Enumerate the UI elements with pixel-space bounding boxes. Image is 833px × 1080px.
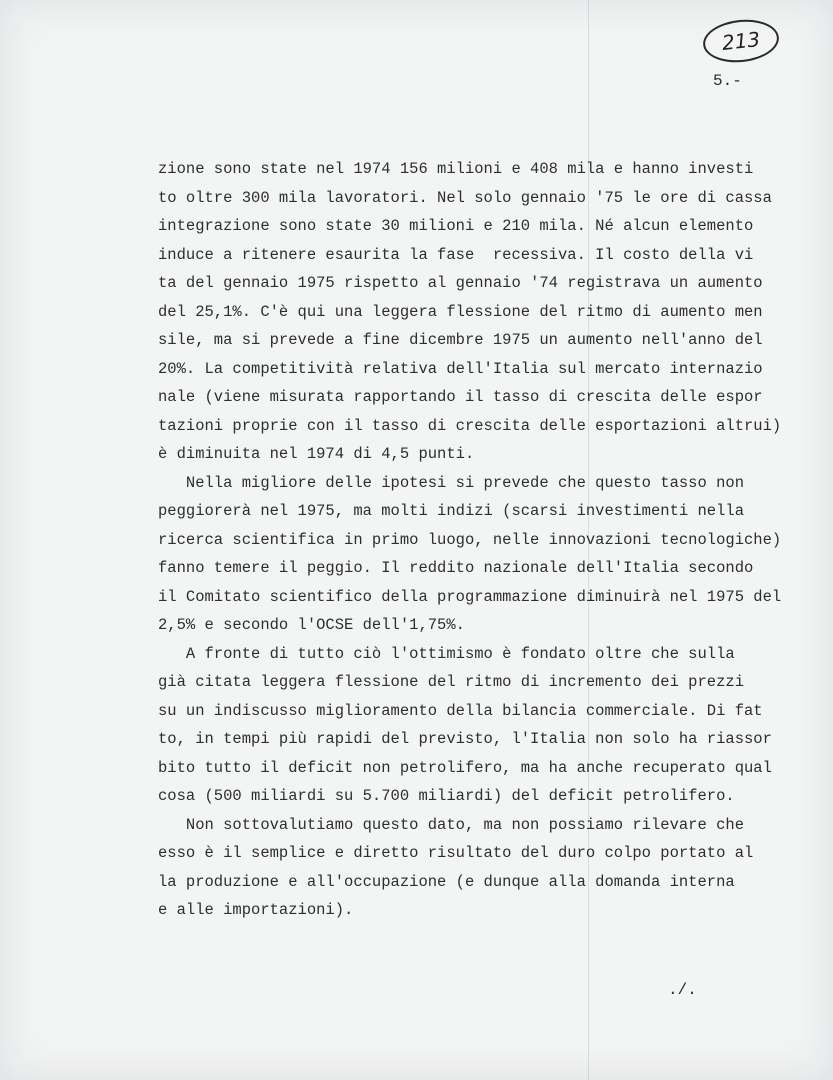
page-number: 5.- bbox=[713, 72, 742, 90]
text-line: esso è il semplice e diretto risultato del duro colpo portato al bbox=[158, 844, 754, 862]
text-line: zione sono state nel 1974 156 milioni e 408 mila e hanno investi bbox=[158, 160, 754, 178]
text-line: ta del gennaio 1975 rispetto al gennaio '74 registrava un aumento bbox=[158, 274, 763, 292]
text-line: Nella migliore delle ipotesi si prevede che questo tasso non bbox=[158, 473, 744, 492]
archive-stamp bbox=[701, 16, 781, 66]
text-line: e alle importazioni). bbox=[158, 901, 354, 919]
text-line: cosa (500 miliardi su 5.700 miliardi) del deficit petrolifero. bbox=[158, 787, 735, 805]
text-line: la produzione e all'occupazione (e dunque alla domanda interna bbox=[158, 872, 735, 891]
text-line: già citata leggera flessione del ritmo di incremento dei prezzi bbox=[158, 673, 744, 691]
text-line: nale (viene misurata rapportando il tasso di crescita delle espor bbox=[158, 388, 763, 406]
text-line: fanno temere il peggio. Il reddito nazionale dell'Italia secondo bbox=[158, 559, 754, 577]
text-line: Non sottovalutiamo questo dato, ma non possiamo rilevare che bbox=[158, 815, 744, 834]
text-line: integrazione sono state 30 milioni e 210 mila. Né alcun elemento bbox=[158, 217, 754, 235]
text-line: del 25,1%. C'è qui una leggera flessione del ritmo di aumento men bbox=[158, 302, 763, 321]
text-line: sile, ma si prevede a fine dicembre 1975 un aumento nell'anno del bbox=[158, 331, 763, 349]
text-line: 2,5% e secondo l'OCSE dell'1,75%. bbox=[158, 616, 465, 634]
continuation-mark: ./. bbox=[668, 981, 697, 999]
text-line: è diminuita nel 1974 di 4,5 punti. bbox=[158, 445, 475, 463]
text-line: ricerca scientifica in primo luogo, nelle innovazioni tecnologiche) bbox=[158, 530, 782, 549]
text-line: il Comitato scientifico della programmazione diminuirà nel 1975 del bbox=[158, 587, 782, 606]
archive-stamp-number: 213 bbox=[720, 27, 762, 55]
text-line: bito tutto il deficit non petrolifero, ma ha anche recuperato qual bbox=[158, 758, 772, 777]
text-line: to, in tempi più rapidi del previsto, l'Italia non solo ha riassor bbox=[158, 730, 772, 748]
text-line: peggiorerà nel 1975, ma molti indizi (scarsi investimenti nella bbox=[158, 502, 744, 520]
text-line: to oltre 300 mila lavoratori. Nel solo gennaio '75 le ore di cassa bbox=[158, 188, 772, 207]
text-line: tazioni proprie con il tasso di crescita delle esportazioni altrui) bbox=[158, 416, 782, 435]
text-line: 20%. La competitività relativa dell'Italia sul mercato internazio bbox=[158, 359, 763, 378]
text-line: induce a ritenere esaurita la fase recessiva. Il costo della vi bbox=[158, 245, 754, 264]
body-text bbox=[158, 155, 798, 925]
text-line: A fronte di tutto ciò l'ottimismo è fondato oltre che sulla bbox=[158, 644, 735, 663]
text-line: su un indiscusso miglioramento della bilancia commerciale. Di fat bbox=[158, 701, 763, 720]
